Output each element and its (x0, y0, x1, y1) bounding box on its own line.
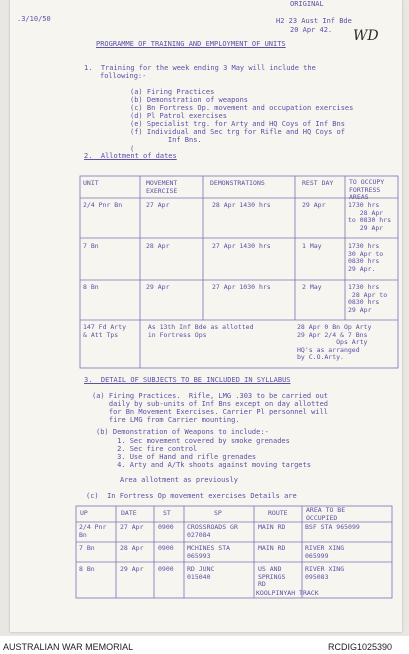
table2-header: AREA TO BE OCCUPIED (306, 506, 346, 522)
table1-header-occupy: TO OCCUPY FORTRESS AREAS (349, 178, 385, 201)
table-cell: RD JUNC 015040 (187, 565, 215, 581)
table-cell: 28 Apr (146, 242, 170, 250)
table1-header-unit: UNIT (83, 179, 99, 187)
training-item: Inf Bns. (130, 136, 202, 144)
para-demonstration-intro: (b) Demonstration of Weapons to include:- (96, 428, 269, 436)
table1-header-rest: REST DAY (302, 179, 334, 187)
footer-source: AUSTRALIAN WAR MEMORIAL (3, 642, 134, 652)
table-cell: 2 May (302, 283, 322, 291)
table-cell: CROSSROADS GR 027084 (187, 523, 238, 539)
bracket-mark: ( (130, 145, 135, 153)
table-cell: 1730 hrs 30 Apr to 0830 hrs 29 Apr. (348, 242, 384, 273)
table-cell: 2/4 Pnr Bn (83, 201, 123, 209)
training-item: (b) Demonstration of weapons (130, 96, 249, 104)
table-cell: RIVER XING 095083 (305, 565, 345, 581)
table-cell: 2/4 Pnr Bn (79, 523, 107, 539)
table-cell: 8 Bn (79, 565, 95, 573)
table-cell: 27 Apr (146, 201, 170, 209)
unit-line: H2 23 Aust Inf Bde (276, 17, 352, 25)
table-cell: 28 Apr 1430 hrs (212, 201, 271, 209)
table-cell: 29 Apr (146, 283, 170, 291)
table2-header: ST (163, 509, 171, 517)
table-cell: 7 Bn (83, 242, 99, 250)
table-cell: 1 May (302, 242, 322, 250)
table-cell: MCHINES STA 065993 (187, 544, 231, 560)
table-cell: 8 Bn (83, 283, 99, 291)
table-cell: 0900 (158, 523, 174, 531)
para-demonstration-items: 1. Sec movement covered by smoke grenades 2. Sec fire control 3. Use of Hand and rifle grenades 4. Arty and A/Tk shoots against moving targets (117, 437, 311, 469)
table2-header: UP (80, 509, 88, 517)
table-cell: RIVER XING 065999 (305, 544, 345, 560)
handwritten-initials: WD (353, 28, 379, 44)
section1-intro: 1. Training for the week ending 3 May will include the (84, 64, 316, 72)
training-item: (e) Specialist trg. for Arty and HQ Coys of Inf Bns (130, 120, 345, 128)
section3-heading: 3. DETAIL OF SUBJECTS TO BE INCLUDED IN SYLLABUS (84, 376, 291, 384)
table-cell: 29 Apr (302, 201, 326, 209)
table-cell: 0900 (158, 565, 174, 573)
table-cell: As 13th Inf Bde as allotted in Fortress Ops (147, 323, 254, 339)
table-cell: MAIN RD (258, 523, 286, 531)
section2-heading: 2. Allotment of dates (84, 152, 177, 160)
table-cell: MAIN RD (258, 544, 286, 552)
training-item: (c) Bn Fortress Op. movement and occupation exercises (130, 104, 354, 112)
table-cell: 29 Apr (120, 565, 144, 573)
track-line: KOOLPINYAH TRACK (256, 589, 319, 597)
para-fortress-ops: (c) In Fortress Op movement exercises Details are (86, 492, 297, 500)
section1-intro-cont: following:- (100, 72, 147, 80)
table-cell: 27 Apr 1030 hrs (212, 283, 271, 291)
table-cell: 147 Fd Arty & Att Tps (83, 323, 127, 339)
table-cell: 0900 (158, 544, 174, 552)
table2-header: ROUTE (268, 509, 288, 517)
table2-header: DATE (121, 509, 137, 517)
table1-header-movement: MOVEMENT EXERCISE (146, 179, 178, 195)
table-cell: US AND SPRINGS RD (258, 565, 286, 588)
table-cell: 28 Apr (120, 544, 144, 552)
file-reference: .3/10/50 (17, 15, 51, 23)
para-firing-practices: (a) Firing Practices. Rifle, LMG .303 to be carried out daily by sub-units of Inf Bns except on day allotted for Bn Movement Exercises. Carrier Pl personnel will fire LMG from Carrier mounting. (92, 392, 329, 424)
date-line: 20 Apr 42. (290, 26, 333, 34)
training-item: (f) Individual and Sec trg for Rifle and HQ Coys of (130, 128, 345, 136)
footer-record-id: RCDIG1025390 (328, 642, 393, 652)
table-cell: 7 Bn (79, 544, 95, 552)
table-cell: 27 Apr 1430 hrs (212, 242, 271, 250)
table-cell: 27 Apr (120, 523, 144, 531)
area-allotment-line: Area allotment as previously (120, 476, 239, 484)
table-cell: 28 Apr 0 Bn Op Arty 29 Apr 2/4 & 7 Bns Ops Arty HQ's as arranged by C.O.Arty. (297, 323, 372, 361)
table1-header-demos: DEMONSTRATIONS (210, 179, 265, 187)
training-item: (a) Firing Practices (130, 88, 215, 96)
table-cell: 1730 hrs 28 Apr to 0830 hrs 29 Apr (348, 283, 388, 314)
table-cell: BSF STA 965099 (305, 523, 360, 531)
table2-header: SP (214, 509, 222, 517)
training-item: (d) Pl Patrol exercises (130, 112, 227, 120)
original-mark: ORIGINAL (290, 0, 324, 8)
document-title: PROGRAMME OF TRAINING AND EMPLOYMENT OF UNITS (96, 40, 286, 48)
table-cell: 1730 hrs 28 Apr to 0830 hrs 29 Apr (348, 201, 392, 232)
